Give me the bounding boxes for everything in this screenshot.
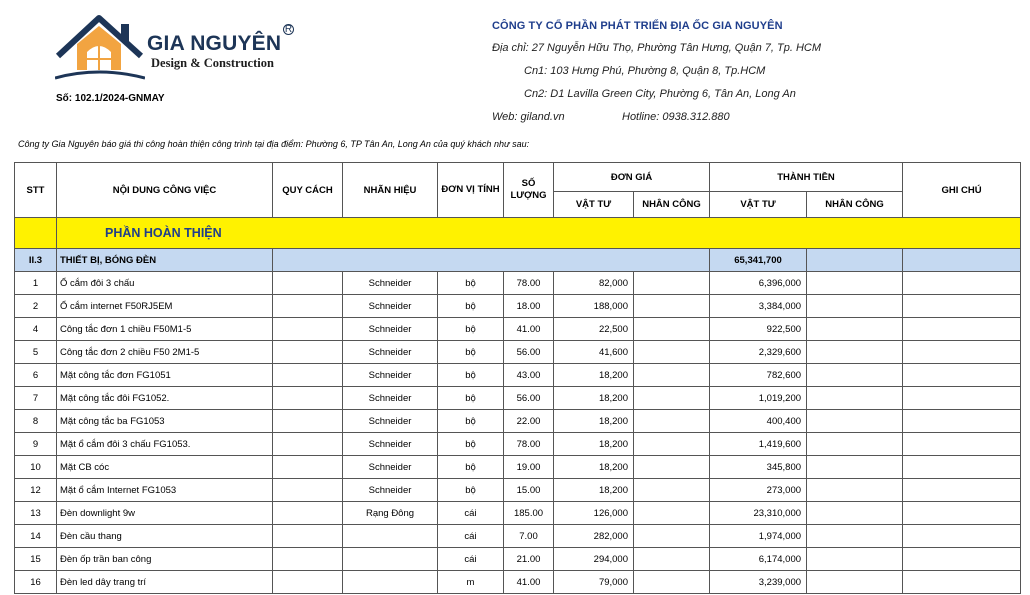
cell-stt: 10 (15, 456, 57, 479)
table-row (15, 525, 1021, 548)
cell-brand: Schneider (343, 387, 438, 410)
cell-note (903, 364, 1021, 387)
cell-spec (273, 571, 343, 594)
cell-content: Ổ cắm đôi 3 chấu (57, 272, 273, 295)
cell-price-material: 188,000 (554, 295, 634, 318)
cell-spec (273, 318, 343, 341)
company-address: Địa chỉ: 27 Nguyễn Hữu Thọ, Phường Tân Hưng, Quận 7, Tp. HCM (492, 42, 821, 54)
cell-price-labor (634, 433, 710, 456)
cell-note (903, 318, 1021, 341)
table-row (15, 571, 1021, 594)
cell-stt: 1 (15, 272, 57, 295)
cell-brand: Schneider (343, 341, 438, 364)
cell-unit: cái (438, 525, 504, 548)
cell-total-material: 3,384,000 (710, 295, 807, 318)
cell-total-labor (807, 571, 903, 594)
cell-unit: bộ (438, 410, 504, 433)
cell-brand (343, 548, 438, 571)
group-code: II.3 (15, 249, 57, 272)
document-number: Số: 102.1/2024-GNMAY (56, 93, 165, 104)
cell-price-labor (634, 456, 710, 479)
cell-price-material: 282,000 (554, 525, 634, 548)
cell-total-labor (807, 387, 903, 410)
cell-qty: 18.00 (504, 295, 554, 318)
cell-brand: Schneider (343, 479, 438, 502)
cell-brand: Schneider (343, 410, 438, 433)
cell-unit: bộ (438, 318, 504, 341)
cell-unit: m (438, 571, 504, 594)
cell-unit: bộ (438, 341, 504, 364)
section-title: PHẦN HOÀN THIỆN (57, 218, 1021, 249)
cell-unit: cái (438, 548, 504, 571)
group-note (903, 249, 1021, 272)
cell-spec (273, 295, 343, 318)
house-logo-icon (55, 14, 145, 84)
cell-note (903, 410, 1021, 433)
cell-price-material: 18,200 (554, 387, 634, 410)
cell-content: Đèn cầu thang (57, 525, 273, 548)
cell-unit: bộ (438, 364, 504, 387)
cell-price-labor (634, 548, 710, 571)
cell-price-material: 18,200 (554, 456, 634, 479)
cell-stt: 7 (15, 387, 57, 410)
company-contact-row (492, 110, 821, 133)
cell-stt: 9 (15, 433, 57, 456)
cell-total-labor (807, 410, 903, 433)
cell-stt: 6 (15, 364, 57, 387)
cell-qty: 22.00 (504, 410, 554, 433)
cell-total-material: 400,400 (710, 410, 807, 433)
group-name: THIẾT BỊ, BÓNG ĐÈN (57, 249, 273, 272)
cell-qty: 78.00 (504, 272, 554, 295)
cell-total-material: 273,000 (710, 479, 807, 502)
cell-note (903, 341, 1021, 364)
cell-brand (343, 525, 438, 548)
cell-price-material: 18,200 (554, 479, 634, 502)
cell-price-labor (634, 502, 710, 525)
cell-content: Ổ cắm internet F50RJ5EM (57, 295, 273, 318)
cell-total-material: 2,329,600 (710, 341, 807, 364)
cell-qty: 19.00 (504, 456, 554, 479)
cell-content: Đèn ốp trần ban công (57, 548, 273, 571)
cell-qty: 185.00 (504, 502, 554, 525)
cell-brand: Schneider (343, 272, 438, 295)
cell-total-material: 782,600 (710, 364, 807, 387)
table-row (15, 341, 1021, 364)
cell-spec (273, 525, 343, 548)
cell-price-labor (634, 479, 710, 502)
cell-spec (273, 410, 343, 433)
company-name: CÔNG TY CỔ PHẦN PHÁT TRIỂN ĐỊA ỐC GIA NGUYÊN (492, 20, 783, 32)
cell-spec (273, 502, 343, 525)
cell-spec (273, 387, 343, 410)
cell-price-material: 41,600 (554, 341, 634, 364)
cell-stt: 5 (15, 341, 57, 364)
group-total-labor (807, 249, 903, 272)
cell-stt: 2 (15, 295, 57, 318)
company-website: Web: giland.vn (492, 111, 565, 123)
cell-total-material: 6,396,000 (710, 272, 807, 295)
logo-name: GIA NGUYÊN (147, 32, 282, 55)
cell-qty: 41.00 (504, 318, 554, 341)
cell-qty: 56.00 (504, 341, 554, 364)
cell-brand: Schneider (343, 433, 438, 456)
cell-total-labor (807, 272, 903, 295)
cell-unit: bộ (438, 272, 504, 295)
cell-total-labor (807, 341, 903, 364)
cell-total-material: 1,974,000 (710, 525, 807, 548)
section-row (15, 218, 1021, 249)
cell-stt: 8 (15, 410, 57, 433)
cell-stt: 12 (15, 479, 57, 502)
company-logo (55, 14, 305, 84)
cell-note (903, 295, 1021, 318)
cell-price-labor (634, 571, 710, 594)
cell-price-labor (634, 295, 710, 318)
cell-total-material: 1,019,200 (710, 387, 807, 410)
company-hotline: Hotline: 0938.312.880 (622, 111, 730, 123)
cell-stt: 15 (15, 548, 57, 571)
header-unit-price: ĐƠN GIÁ (554, 163, 710, 192)
cell-price-material: 82,000 (554, 272, 634, 295)
table-row (15, 456, 1021, 479)
cell-qty: 56.00 (504, 387, 554, 410)
company-branch-1: Cn1: 103 Hưng Phú, Phường 8, Quận 8, Tp.HCM (524, 65, 766, 77)
table-row (15, 502, 1021, 525)
cell-price-labor (634, 318, 710, 341)
cell-total-labor (807, 479, 903, 502)
subheader-total-material: VẬT TƯ (710, 192, 807, 218)
cell-total-labor (807, 318, 903, 341)
cell-spec (273, 364, 343, 387)
cell-price-material: 126,000 (554, 502, 634, 525)
cell-spec (273, 272, 343, 295)
cell-brand: Rạng Đông (343, 502, 438, 525)
header-stt: STT (15, 163, 57, 218)
company-branch-2: Cn2: D1 Lavilla Green City, Phường 6, Tân An, Long An (524, 88, 796, 100)
cell-qty: 7.00 (504, 525, 554, 548)
cell-note (903, 571, 1021, 594)
group-total-material: 65,341,700 (710, 249, 807, 272)
cell-qty: 15.00 (504, 479, 554, 502)
header-note: GHI CHÚ (903, 163, 1021, 218)
table-row (15, 548, 1021, 571)
cell-total-material: 922,500 (710, 318, 807, 341)
cell-brand (343, 571, 438, 594)
table-row (15, 387, 1021, 410)
cell-price-material: 18,200 (554, 433, 634, 456)
cell-total-labor (807, 502, 903, 525)
cell-note (903, 387, 1021, 410)
cell-total-material: 3,239,000 (710, 571, 807, 594)
cell-stt: 14 (15, 525, 57, 548)
table-header-row (15, 163, 1021, 192)
cell-spec (273, 433, 343, 456)
cell-note (903, 272, 1021, 295)
cell-stt: 4 (15, 318, 57, 341)
header-qty: SỐ LƯỢNG (504, 163, 554, 218)
cell-content: Mặt công tắc đơn FG1051 (57, 364, 273, 387)
cell-note (903, 456, 1021, 479)
logo-tagline: Design & Construction (151, 56, 274, 70)
cell-price-material: 18,200 (554, 410, 634, 433)
cell-price-labor (634, 341, 710, 364)
cell-total-labor (807, 548, 903, 571)
subheader-material: VẬT TƯ (554, 192, 634, 218)
cell-price-labor (634, 387, 710, 410)
cell-note (903, 548, 1021, 571)
table-row (15, 364, 1021, 387)
cell-content: Công tắc đơn 2 chiều F50 2M1-5 (57, 341, 273, 364)
header-brand: NHÃN HIỆU (343, 163, 438, 218)
cell-spec (273, 479, 343, 502)
cell-qty: 41.00 (504, 571, 554, 594)
table-row (15, 410, 1021, 433)
cell-stt: 16 (15, 571, 57, 594)
table-row (15, 295, 1021, 318)
cell-total-labor (807, 295, 903, 318)
company-info (492, 20, 821, 133)
cell-spec (273, 456, 343, 479)
table-row (15, 479, 1021, 502)
table-row (15, 272, 1021, 295)
cell-price-material: 294,000 (554, 548, 634, 571)
cell-total-material: 1,419,600 (710, 433, 807, 456)
subheader-total-labor: NHÂN CÔNG (807, 192, 903, 218)
cell-price-material: 18,200 (554, 364, 634, 387)
registered-mark: R (284, 24, 293, 35)
cell-price-labor (634, 364, 710, 387)
group-row (15, 249, 1021, 272)
cell-price-material: 79,000 (554, 571, 634, 594)
cell-brand: Schneider (343, 318, 438, 341)
cell-unit: bộ (438, 456, 504, 479)
cell-spec (273, 548, 343, 571)
cell-total-material: 23,310,000 (710, 502, 807, 525)
cell-total-labor (807, 525, 903, 548)
cell-total-labor (807, 433, 903, 456)
cell-content: Mặt CB cóc (57, 456, 273, 479)
cell-content: Mặt công tắc đôi FG1052. (57, 387, 273, 410)
table-row (15, 318, 1021, 341)
cell-qty: 43.00 (504, 364, 554, 387)
table-row (15, 433, 1021, 456)
cell-brand: Schneider (343, 364, 438, 387)
cell-note (903, 525, 1021, 548)
cell-total-labor (807, 364, 903, 387)
cell-total-material: 6,174,000 (710, 548, 807, 571)
cell-stt: 13 (15, 502, 57, 525)
cell-content: Mặt công tắc ba FG1053 (57, 410, 273, 433)
cell-unit: bộ (438, 433, 504, 456)
cell-brand: Schneider (343, 295, 438, 318)
cell-content: Đèn downlight 9w (57, 502, 273, 525)
cell-total-material: 345,800 (710, 456, 807, 479)
cell-price-labor (634, 272, 710, 295)
cell-qty: 78.00 (504, 433, 554, 456)
group-empty-cell (273, 249, 710, 272)
cell-brand: Schneider (343, 456, 438, 479)
cell-content: Công tắc đơn 1 chiều F50M1-5 (57, 318, 273, 341)
quotation-table (14, 162, 1021, 594)
cell-price-labor (634, 410, 710, 433)
cell-content: Mặt ổ cắm đôi 3 chấu FG1053. (57, 433, 273, 456)
cell-unit: bộ (438, 387, 504, 410)
cell-qty: 21.00 (504, 548, 554, 571)
cell-content: Mặt ổ cắm Internet FG1053 (57, 479, 273, 502)
cell-note (903, 433, 1021, 456)
cell-price-labor (634, 525, 710, 548)
intro-text: Công ty Gia Nguyên báo giá thi công hoàn thiện công trình tại địa điểm: Phường 6, TP Tân An, Long An của quý khách như sau: (18, 139, 530, 149)
cell-price-material: 22,500 (554, 318, 634, 341)
header-unit: ĐƠN VỊ TÍNH (438, 163, 504, 218)
header-content: NỘI DUNG CÔNG VIỆC (57, 163, 273, 218)
cell-unit: bộ (438, 479, 504, 502)
subheader-labor: NHÂN CÔNG (634, 192, 710, 218)
cell-unit: cái (438, 502, 504, 525)
cell-unit: bộ (438, 295, 504, 318)
cell-total-labor (807, 456, 903, 479)
header-spec: QUY CÁCH (273, 163, 343, 218)
cell-content: Đèn led dây trang trí (57, 571, 273, 594)
cell-note (903, 479, 1021, 502)
cell-spec (273, 341, 343, 364)
section-stt-cell (15, 218, 57, 249)
cell-note (903, 502, 1021, 525)
header-total: THÀNH TIỀN (710, 163, 903, 192)
